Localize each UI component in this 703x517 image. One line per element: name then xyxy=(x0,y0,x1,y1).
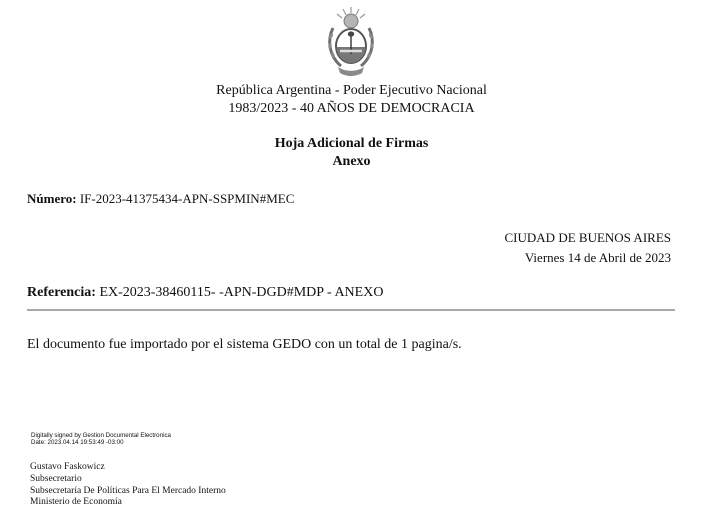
body-text: El documento fue importado por el sistema GEDO con un total de 1 pagina/s. xyxy=(27,337,462,352)
digital-signature-line-1: Digitally signed by Gestion Documental Electronica xyxy=(31,432,171,439)
numero-row xyxy=(27,191,294,207)
header-line-2: 1983/2023 - 40 AÑOS DE DEMOCRACIA xyxy=(228,101,475,116)
signer-office: Subsecretaría De Políticas Para El Mercado Interno xyxy=(30,486,226,496)
digital-signature-line-2: Date: 2023.04.14 19:53:49 -03:00 xyxy=(31,439,124,446)
signer-role: Subsecretario xyxy=(30,474,82,484)
numero-label: Número: xyxy=(27,191,77,206)
coat-of-arms-logo xyxy=(325,4,377,80)
city: CIUDAD DE BUENOS AIRES xyxy=(504,230,671,245)
referencia-label: Referencia: xyxy=(27,285,96,300)
signer-name: Gustavo Faskowicz xyxy=(30,462,105,472)
date: Viernes 14 de Abril de 2023 xyxy=(524,250,671,265)
divider xyxy=(27,309,675,311)
numero-value: IF-2023-41375434-APN-SSPMIN#MEC xyxy=(79,191,295,206)
document-subtitle: Anexo xyxy=(332,154,371,169)
header-line-1: República Argentina - Poder Ejecutivo Nacional xyxy=(216,83,487,98)
signer-ministry: Ministerio de Economía xyxy=(30,497,122,507)
referencia-value: EX-2023-38460115- -APN-DGD#MDP - ANEXO xyxy=(99,285,384,300)
referencia-row xyxy=(27,285,383,301)
document-title: Hoja Adicional de Firmas xyxy=(274,136,429,151)
